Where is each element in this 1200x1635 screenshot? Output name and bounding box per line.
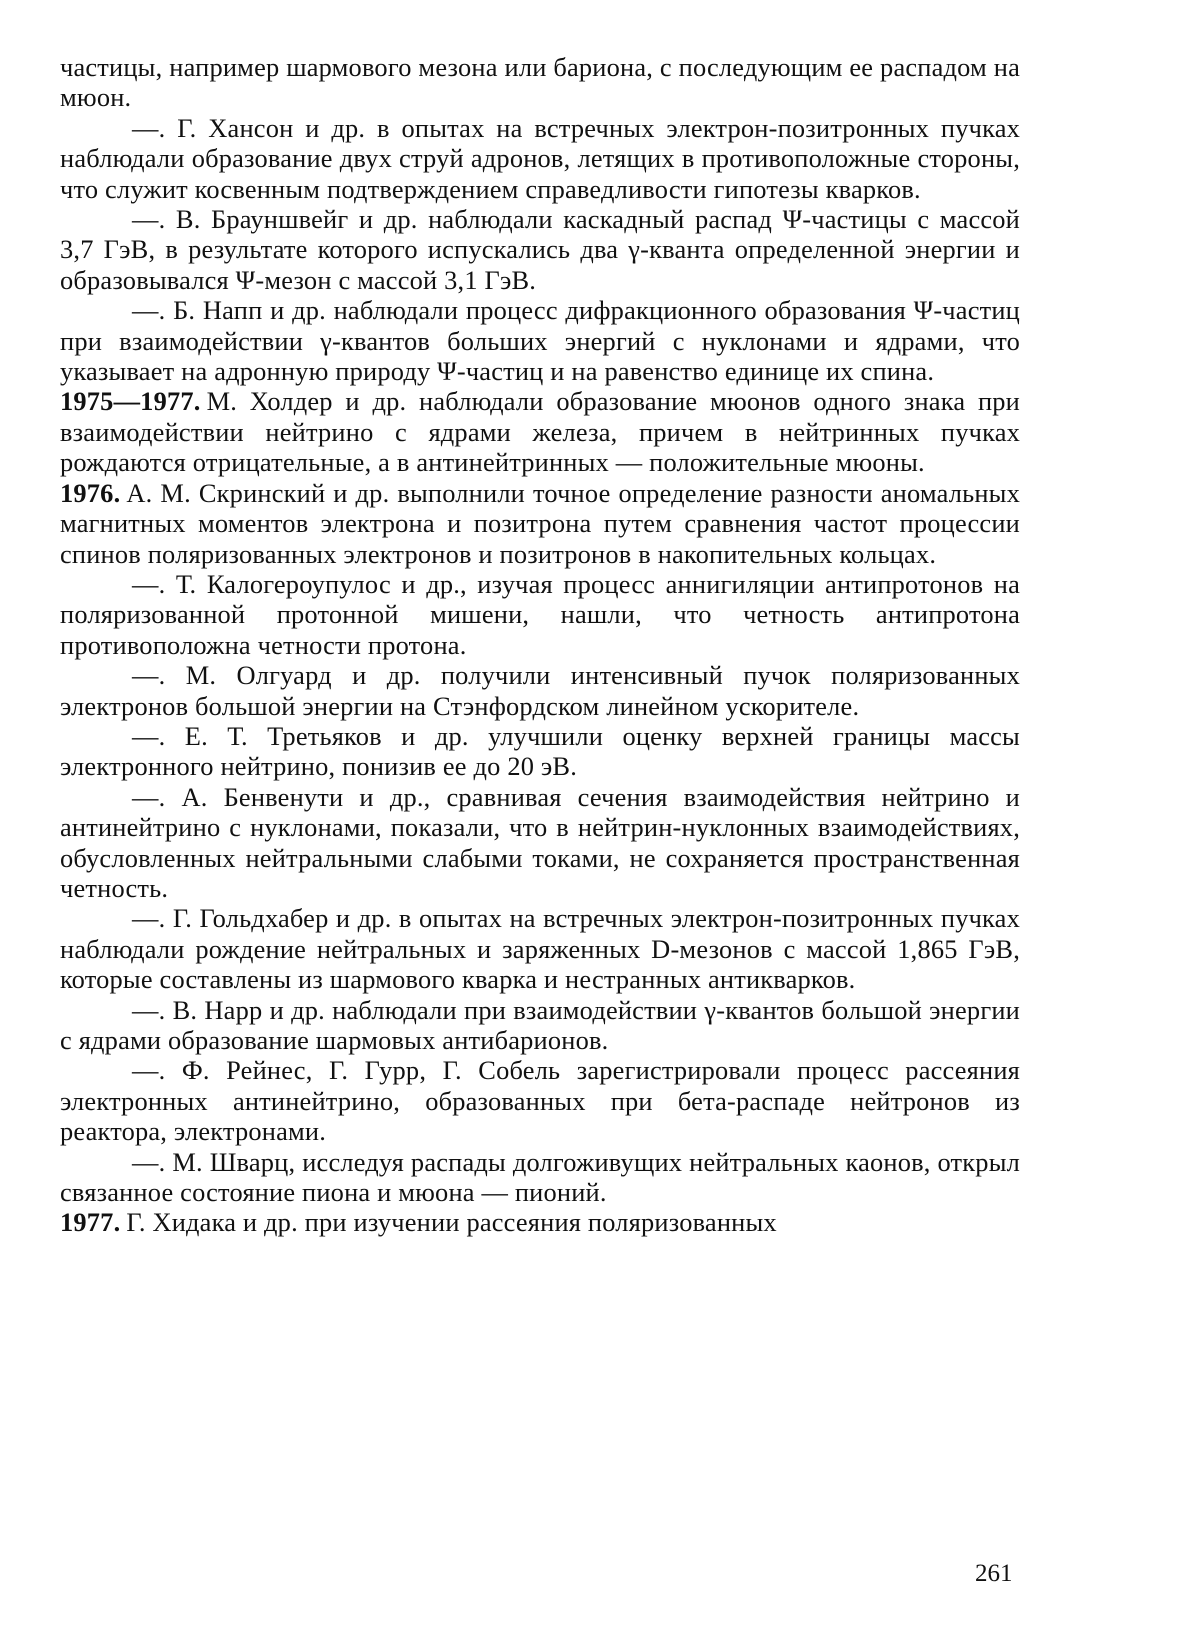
paragraph-goldhaber: —. Г. Гольдхабер и др. в опытах на встречных электрон-позитронных пучках наблюдали рождение нейтральных и заряженных D-мезонов с массой 1,865 ГэВ, которые составлены из шармового кварка и нестранных антикварков. (60, 903, 1020, 995)
page-number: 261 (975, 1560, 1013, 1587)
paragraph-knapp: —. В. Нарр и др. наблюдали при взаимодействии γ-квантов большой энергии с ядрами образование шармовых антибарионов. (60, 994, 1020, 1055)
year-label: 1977. (60, 1207, 121, 1238)
paragraph-schwartz: —. М. Шварц, исследуя распады долгоживущих нейтральных каонов, открыл связанное состояние пиона и мюона — пионий. (60, 1146, 1020, 1208)
paragraph-napp: —. Б. Напп и др. наблюдали процесс дифракционного образования Ψ-частиц при взаимодействии γ-квантов больших энергий с нуклонами и ядрами, что указывает на адронную природу Ψ-частиц и на равенство единице их спина. (60, 295, 1020, 387)
paragraph-continuation: частицы, например шармового мезона или бариона, с последующим ее распадом на мюон. (60, 52, 1020, 113)
paragraph-alguard: —. М. Олгуард и др. получили интенсивный пучок поляризованных электронов большой энергии на Стэнфордском линейном ускорителе. (60, 660, 1020, 721)
paragraph-holder: 1975—1977. М. Холдер и др. наблюдали образование мюонов одного знака при взаимодействии нейтрино с ядрами железа, причем в нейтринных пучках рождаются отрицательные, а в антинейтринных — положительные мюоны. (60, 386, 1020, 478)
paragraph-kalogeropoulos: —. Т. Калогероупулос и др., изучая процесс аннигиляции антипротонов на поляризованной протонной мишени, нашли, что четность антипротона противоположна четности протона. (60, 568, 1020, 660)
paragraph-braunschweig: —. В. Брауншвейг и др. наблюдали каскадный распад Ψ-частицы с массой 3,7 ГэВ, в результате которого испускались два γ-кванта определенной энергии и образовывался Ψ-мезон с массой 3,1 ГэВ. (60, 204, 1020, 295)
paragraph-hidaka: 1977. Г. Хидака и др. при изучении рассеяния поляризованных (60, 1207, 777, 1238)
page-text (60, 52, 1020, 1238)
paragraph-tretyakov: —. Е. Т. Третьяков и др. улучшили оценку верхней границы массы электронного нейтрино, понизив ее до 20 эВ. (60, 720, 1020, 782)
paragraph-hanson: —. Г. Хансон и др. в опытах на встречных электрон-позитронных пучках наблюдали образование двух струй адронов, летящих в противоположные стороны, что служит косвенным подтверждением справедливости гипотезы кварков. (60, 112, 1020, 204)
paragraph-benvenuti: —. А. Бенвенути и др., сравнивая сечения взаимодействия нейтрино и антинейтрино с нуклонами, показали, что в нейтрин-нуклонных взаимодействиях, обусловленных нейтральными слабыми токами, не сохраняется пространственная четность. (60, 781, 1020, 903)
paragraph-reines: —. Ф. Рейнес, Г. Гурр, Г. Собель зарегистрировали процесс рассеяния электронных антинейтрино, образованных при бета-распаде нейтронов из реактора, электронами. (60, 1055, 1020, 1147)
year-label: 1975—1977. (60, 386, 201, 417)
paragraph-skrinsky: 1976. А. М. Скринский и др. выполнили точное определение разности аномальных магнитных моментов электрона и позитрона путем сравнения частот процессии спинов поляризованных электронов и позитронов в накопительных кольцах. (60, 477, 1020, 569)
year-label: 1976. (60, 477, 121, 508)
